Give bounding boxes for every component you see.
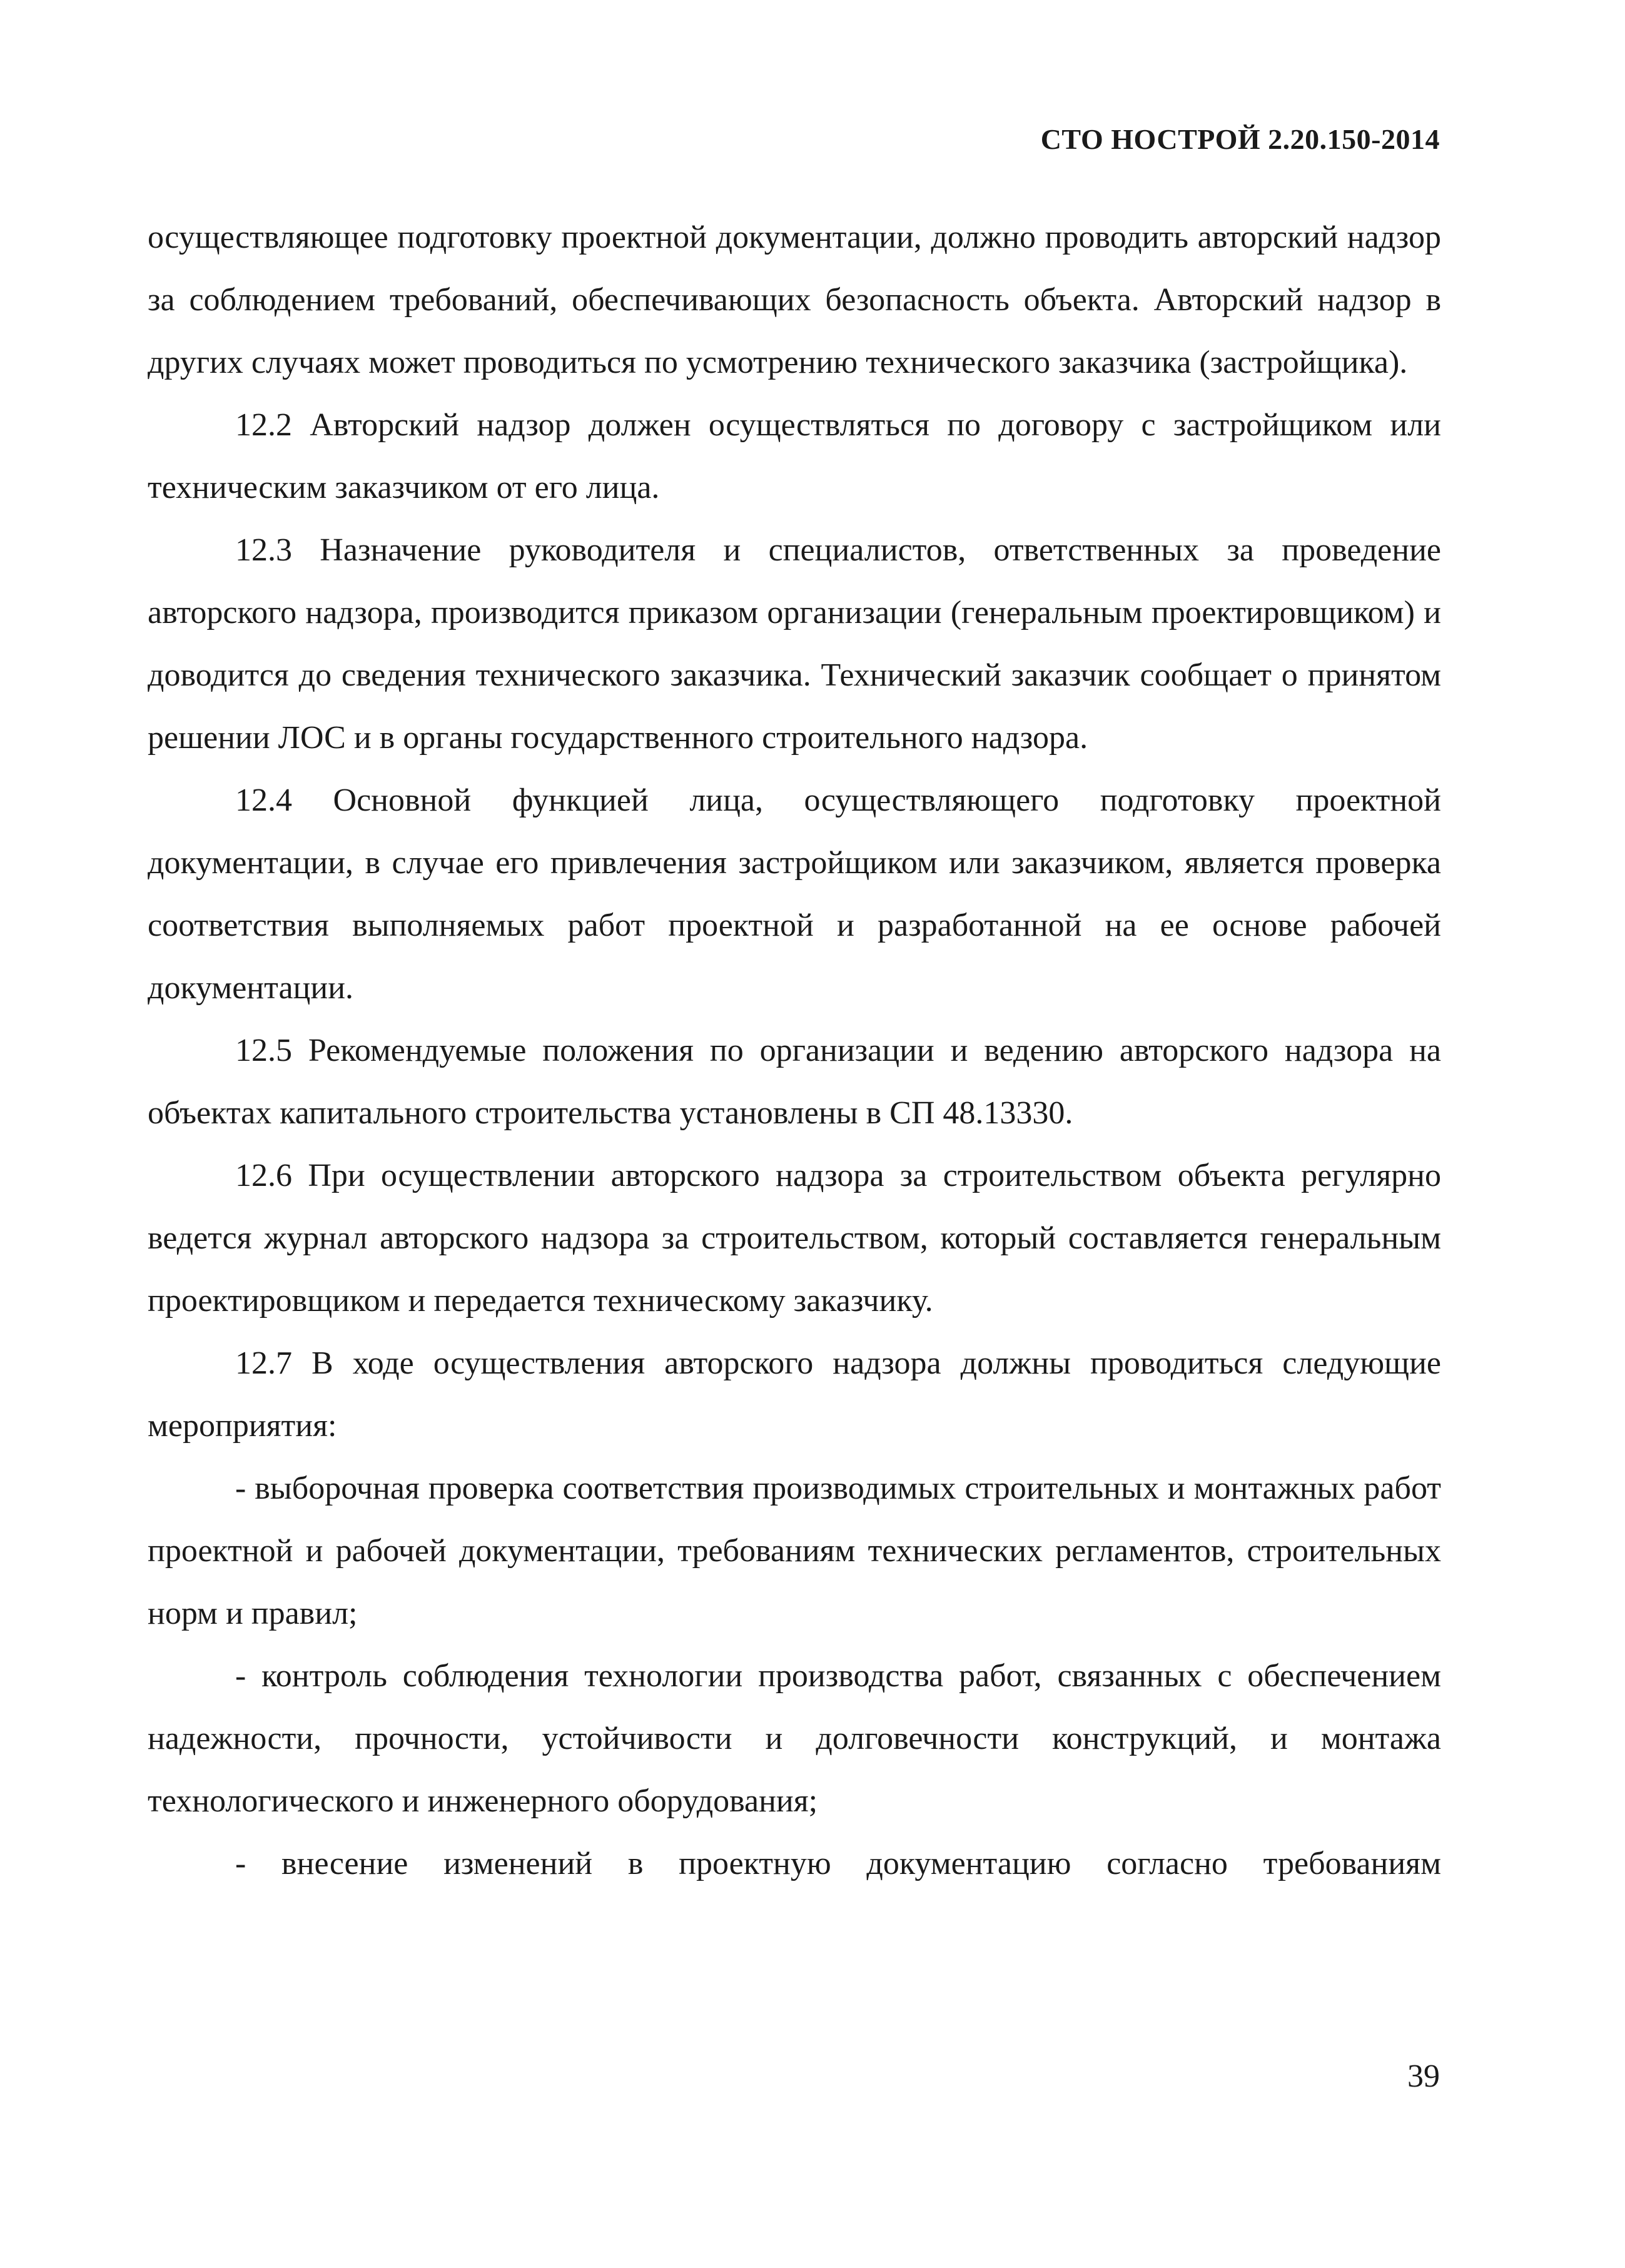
standard-code-header: СТО НОСТРОЙ 2.20.150-2014 [1040, 123, 1440, 155]
list-item: - выборочная проверка соответствия производимых строительных и монтажных работ проектной и рабочей документации, требованиям технических регламентов, строительных норм и правил; [148, 1471, 1441, 1631]
paragraph-12-6: 12.6 При осуществлении авторского надзора за строительством объекта регулярно ведется журнал авторского надзора за строительством, который составляется генеральным проектировщиком и передается техническому заказчику. [148, 1158, 1441, 1319]
list-item: - контроль соблюдения технологии производства работ, связанных с обеспечением надежности, прочности, устойчивости и долговечности конструкций, и монтажа технологического и инженерного оборудования; [148, 1658, 1441, 1819]
paragraph-12-3: 12.3 Назначение руководителя и специалистов, ответственных за проведение авторского надзора, производится приказом организации (генеральным проектировщиком) и доводится до сведения технического заказчика. Технический заказчик сообщает о принятом решении ЛОС и в органы государственного строительного надзора. [148, 532, 1441, 756]
page-number: 39 [1407, 2058, 1440, 2094]
paragraph-12-5: 12.5 Рекомендуемые положения по организации и ведению авторского надзора на объектах капитального строительства установлены в СП 48.13330. [148, 1033, 1441, 1131]
paragraph-continuation: осуществляющее подготовку проектной документации, должно проводить авторский надзор за соблюдением требований, обеспечивающих безопасность объекта. Авторский надзор в других случаях может проводиться по усмотрению технического заказчика (застройщика). [148, 220, 1441, 380]
list-item: - внесение изменений в проектную документацию согласно требованиям [235, 1846, 1441, 1881]
paragraph-12-2: 12.2 Авторский надзор должен осуществляться по договору с застройщиком или техническим заказчиком от его лица. [148, 407, 1441, 505]
paragraph-12-4: 12.4 Основной функцией лица, осуществляющего подготовку проектной документации, в случае его привлечения застройщиком или заказчиком, является проверка соответствия выполняемых работ проектной и разработанной на ее основе рабочей документации. [148, 782, 1441, 1006]
paragraph-12-7: 12.7 В ходе осуществления авторского надзора должны проводиться следующие мероприятия: [148, 1345, 1441, 1444]
document-body [148, 206, 1441, 1895]
